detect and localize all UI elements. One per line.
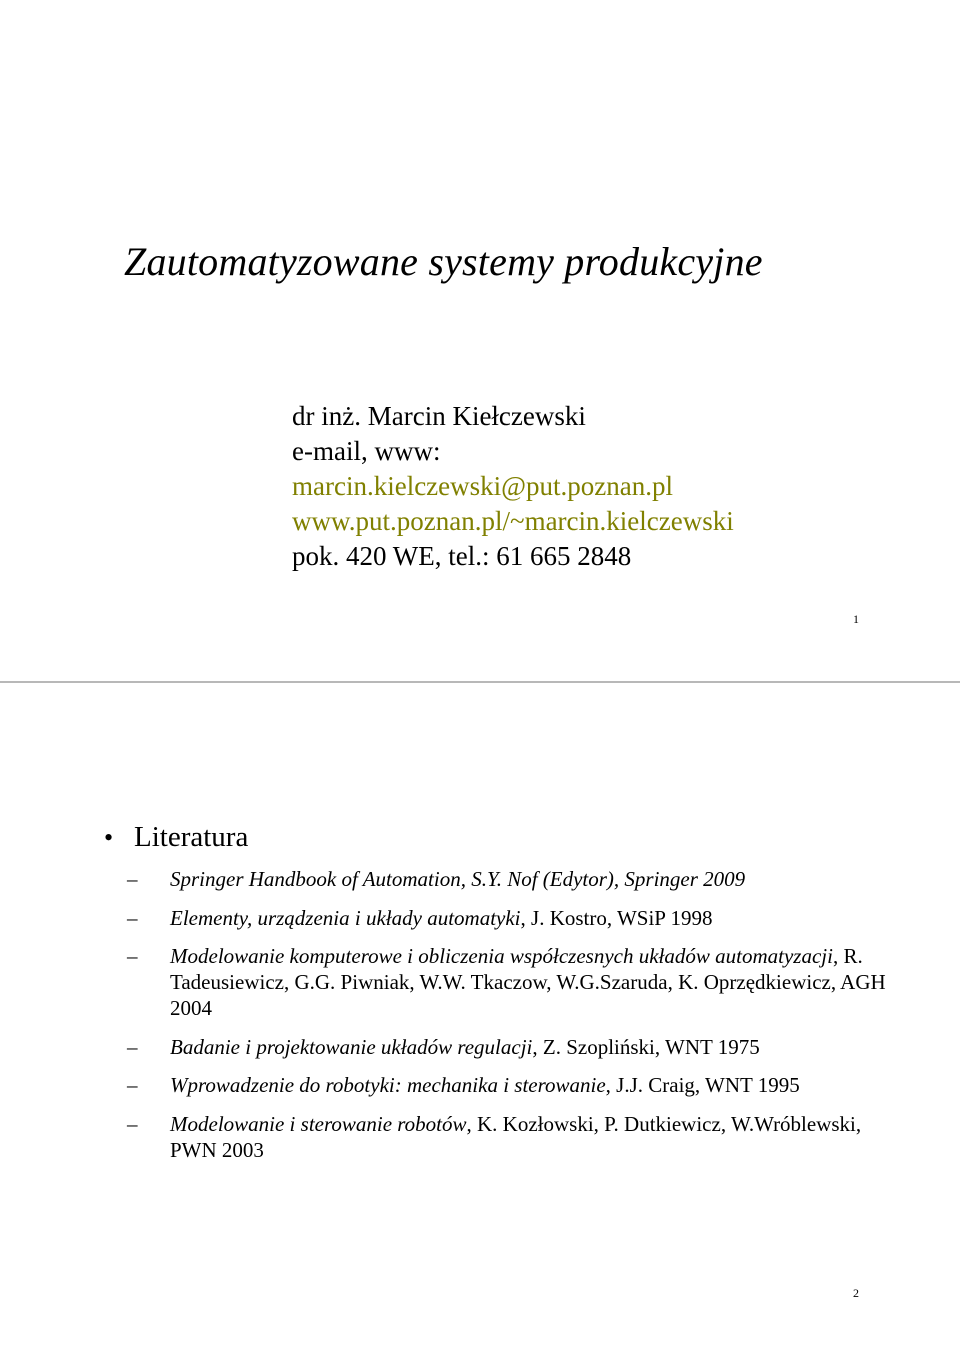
reference-list <box>127 866 887 1175</box>
reference-item <box>127 866 887 892</box>
reference-details: , R. Tadeusiewicz, G.G. Piwniak, W.W. Tkaczow, W.G.Szaruda, K. Oprzędkiewicz, AGH 2004 <box>170 944 886 1020</box>
reference-item <box>127 1034 887 1060</box>
presentation-title: Zautomatyzowane systemy produkcyjne <box>124 239 763 284</box>
office-info: pok. 420 WE, tel.: 61 665 2848 <box>292 541 632 571</box>
reference-details: , K. Kozłowski, P. Dutkiewicz, W.Wróblewski, PWN 2003 <box>170 1111 862 1162</box>
bullet-dot-icon: • <box>104 823 114 852</box>
author-block <box>292 399 734 574</box>
reference-item <box>127 1072 887 1098</box>
reference-item <box>127 943 887 1021</box>
en-dash-icon: – <box>127 905 138 930</box>
en-dash-icon: – <box>127 867 138 891</box>
author-name: dr inż. Marcin Kiełczewski <box>292 401 586 431</box>
slide-2 <box>0 683 960 1367</box>
reference-title: Badanie i projektowanie układów regulacji <box>170 1034 533 1059</box>
section-heading <box>104 821 248 854</box>
reference-title: Modelowanie i sterowanie robotów <box>170 1111 467 1136</box>
reference-details: , J. Kostro, WSiP 1998 <box>520 905 713 930</box>
email-link[interactable]: marcin.kielczewski@put.poznan.pl <box>292 471 673 501</box>
reference-title: Wprowadzenie do robotyki: mechanika i sterowanie <box>170 1073 606 1097</box>
heading-text: Literatura <box>134 821 249 853</box>
slide-1 <box>0 0 960 682</box>
reference-title: Modelowanie komputerowe i obliczenia współczesnych układów automatyzacji <box>170 944 833 968</box>
contact-label: e-mail, www: <box>292 436 441 466</box>
en-dash-icon: – <box>127 1073 138 1097</box>
en-dash-icon: – <box>127 1111 138 1136</box>
page-number: 1 <box>853 612 859 626</box>
website-link[interactable]: www.put.poznan.pl/~marcin.kielczewski <box>292 506 734 536</box>
reference-item <box>127 1111 887 1163</box>
reference-details: , J.J. Craig, WNT 1995 <box>605 1073 800 1097</box>
reference-details: , Z. Szopliński, WNT 1975 <box>532 1034 760 1059</box>
en-dash-icon: – <box>127 944 138 968</box>
reference-title: Springer Handbook of Automation, S.Y. Nof (Edytor), Springer 2009 <box>170 867 746 891</box>
page-number: 2 <box>853 1286 859 1300</box>
en-dash-icon: – <box>127 1034 138 1059</box>
reference-item <box>127 905 887 931</box>
reference-title: Elementy, urządzenia i układy automatyki <box>170 905 521 930</box>
